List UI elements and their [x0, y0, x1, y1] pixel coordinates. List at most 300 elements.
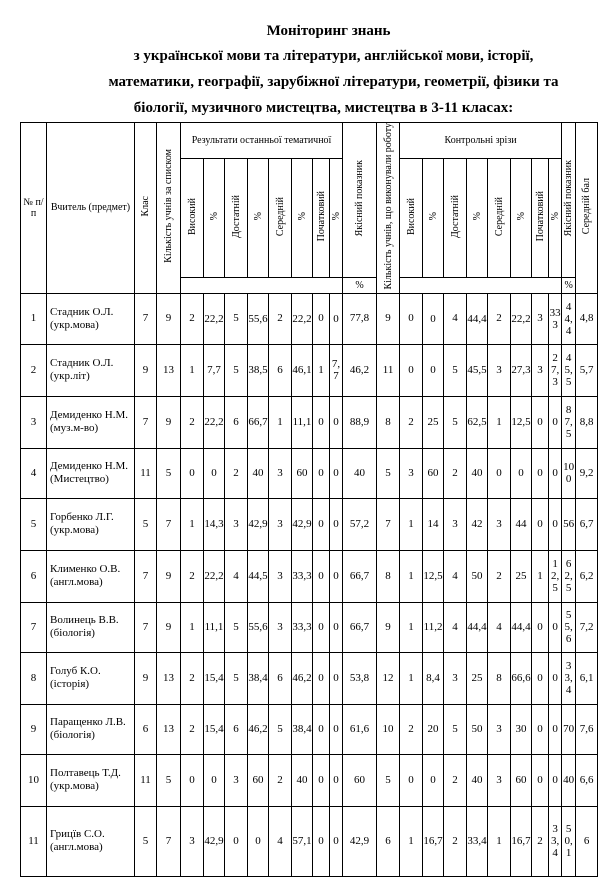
- header-c-initial: [532, 159, 549, 278]
- high-pct: 15,4: [204, 704, 225, 754]
- class: 9: [135, 344, 157, 396]
- avg-score: 6,1: [576, 652, 598, 704]
- average: 6: [269, 344, 292, 396]
- header-c-initial-label: Початковий: [534, 191, 546, 242]
- sufficient: 5: [225, 602, 248, 652]
- sufficient: 0: [225, 806, 248, 876]
- c-average-pct: 16,7: [511, 806, 532, 876]
- c-initial-pct: 0: [549, 448, 562, 498]
- c-initial-pct: 0: [549, 602, 562, 652]
- table-row: [21, 602, 598, 652]
- c-average: 3: [488, 344, 511, 396]
- initial: 0: [313, 754, 330, 806]
- row-num: 2: [21, 344, 47, 396]
- initial: 0: [313, 293, 330, 344]
- sufficient: 4: [225, 550, 248, 602]
- sufficient-pct: 55,6: [248, 293, 269, 344]
- initial: 1: [313, 344, 330, 396]
- avg-score: 6: [576, 806, 598, 876]
- high-pct: 15,4: [204, 652, 225, 704]
- header-high-pct: [204, 159, 225, 278]
- count: 9: [157, 602, 181, 652]
- done: 5: [377, 754, 400, 806]
- c-initial-pct: 333: [549, 293, 562, 344]
- row-num: 11: [21, 806, 47, 876]
- header-initial-pct-label: %: [330, 212, 342, 221]
- table-row: [21, 396, 598, 448]
- done: 6: [377, 806, 400, 876]
- header-count-label: Кількість учнів за списком: [163, 149, 174, 264]
- sufficient-pct: 42,9: [248, 498, 269, 550]
- c-average: 2: [488, 550, 511, 602]
- high: 1: [181, 344, 204, 396]
- initial-pct: 0: [330, 448, 343, 498]
- row-num: 5: [21, 498, 47, 550]
- sufficient-pct: 44,5: [248, 550, 269, 602]
- c-high-pct: 0: [423, 754, 444, 806]
- done: 5: [377, 448, 400, 498]
- quality: 60: [343, 754, 377, 806]
- c-initial: 0: [532, 498, 549, 550]
- initial-pct: 0: [330, 293, 343, 344]
- average: 3: [269, 448, 292, 498]
- avg-score: 6,7: [576, 498, 598, 550]
- c-average-pct: 25: [511, 550, 532, 602]
- c-quality: 50,1: [562, 806, 576, 876]
- c-quality: 87,5: [562, 396, 576, 448]
- row-num: 4: [21, 448, 47, 498]
- sufficient: 3: [225, 754, 248, 806]
- initial-pct: 0: [330, 652, 343, 704]
- average: 3: [269, 550, 292, 602]
- table-row: [21, 448, 598, 498]
- done: 10: [377, 704, 400, 754]
- high-pct: 42,9: [204, 806, 225, 876]
- done: 8: [377, 550, 400, 602]
- header-high-pct-label: %: [208, 212, 220, 221]
- c-sufficient-pct: 44,4: [467, 602, 488, 652]
- header-control-spacer: [400, 278, 562, 294]
- doc-subtitle-line-2: математики, географії, зарубіжної літератури, геометрії, фізики та: [108, 74, 559, 90]
- high: 2: [181, 396, 204, 448]
- header-sufficient: [225, 159, 248, 278]
- row-num: 8: [21, 652, 47, 704]
- c-average: 2: [488, 293, 511, 344]
- initial: 0: [313, 602, 330, 652]
- c-sufficient-pct: 40: [467, 448, 488, 498]
- c-high-pct: 12,5: [423, 550, 444, 602]
- teacher: Демиденко Н.М. (Мистецтво): [47, 448, 135, 498]
- c-high-pct: 60: [423, 448, 444, 498]
- c-average-pct: 27,3: [511, 344, 532, 396]
- count: 5: [157, 754, 181, 806]
- c-sufficient: 2: [444, 754, 467, 806]
- done: 9: [377, 293, 400, 344]
- initial-pct: 0: [330, 754, 343, 806]
- c-average: 3: [488, 498, 511, 550]
- header-sufficient-pct: [248, 159, 269, 278]
- high-pct: 22,2: [204, 293, 225, 344]
- c-high-pct: 14: [423, 498, 444, 550]
- high: 1: [181, 498, 204, 550]
- header-done-label: Кількість учнів, що виконували роботу: [382, 123, 394, 290]
- table-row: [21, 704, 598, 754]
- quality: 46,2: [343, 344, 377, 396]
- teacher: Полтавець Т.Д. (укр.мова): [47, 754, 135, 806]
- c-high: 2: [400, 704, 423, 754]
- initial-pct: 0: [330, 806, 343, 876]
- initial-pct: 0: [330, 498, 343, 550]
- high-pct: 22,2: [204, 396, 225, 448]
- c-high: 1: [400, 550, 423, 602]
- initial: 0: [313, 550, 330, 602]
- c-sufficient: 3: [444, 498, 467, 550]
- high-pct: 0: [204, 754, 225, 806]
- sufficient: 6: [225, 396, 248, 448]
- done: 11: [377, 344, 400, 396]
- header-teacher: Вчитель (предмет): [47, 123, 135, 294]
- quality: 66,7: [343, 550, 377, 602]
- done: 12: [377, 652, 400, 704]
- class: 7: [135, 396, 157, 448]
- sufficient: 5: [225, 344, 248, 396]
- quality: 53,8: [343, 652, 377, 704]
- c-high-pct: 16,7: [423, 806, 444, 876]
- c-sufficient-pct: 33,4: [467, 806, 488, 876]
- class: 5: [135, 498, 157, 550]
- doc-title: Моніторинг знань: [266, 23, 391, 39]
- average-pct: 22,2: [292, 293, 313, 344]
- c-high: 3: [400, 448, 423, 498]
- class: 6: [135, 704, 157, 754]
- monitoring-table: [20, 122, 598, 877]
- initial-pct: 0: [330, 602, 343, 652]
- high-pct: 14,3: [204, 498, 225, 550]
- high-pct: 22,2: [204, 550, 225, 602]
- header-high-label: Високий: [186, 198, 198, 236]
- c-high-pct: 0: [423, 344, 444, 396]
- quality: 61,6: [343, 704, 377, 754]
- average: 4: [269, 806, 292, 876]
- header-high: [181, 159, 204, 278]
- c-sufficient-pct: 44,4: [467, 293, 488, 344]
- c-average-pct: 12,5: [511, 396, 532, 448]
- c-quality: 33,4: [562, 652, 576, 704]
- sufficient-pct: 0: [248, 806, 269, 876]
- c-initial: 0: [532, 602, 549, 652]
- c-average: 0: [488, 448, 511, 498]
- high: 2: [181, 652, 204, 704]
- c-average: 4: [488, 602, 511, 652]
- table-body: [21, 293, 598, 876]
- count: 13: [157, 652, 181, 704]
- c-initial-pct: 0: [549, 652, 562, 704]
- c-average: 3: [488, 704, 511, 754]
- c-sufficient: 2: [444, 448, 467, 498]
- initial: 0: [313, 652, 330, 704]
- c-high-pct: 25: [423, 396, 444, 448]
- c-initial-pct: 27,3: [549, 344, 562, 396]
- c-quality: 70: [562, 704, 576, 754]
- teacher: Стадник О.Л. (укр.літ): [47, 344, 135, 396]
- c-high: 1: [400, 652, 423, 704]
- header-results-group: Результати останньої тематичної: [181, 123, 343, 159]
- high-pct: 11,1: [204, 602, 225, 652]
- c-quality: 56: [562, 498, 576, 550]
- row-num: 3: [21, 396, 47, 448]
- high: 2: [181, 550, 204, 602]
- class: 11: [135, 448, 157, 498]
- c-sufficient: 4: [444, 602, 467, 652]
- average: 6: [269, 652, 292, 704]
- header-sufficient-label: Достатній: [230, 195, 242, 239]
- done: 7: [377, 498, 400, 550]
- c-initial: 0: [532, 396, 549, 448]
- c-high: 1: [400, 498, 423, 550]
- c-high: 0: [400, 754, 423, 806]
- teacher: Волинець В.В. (біологія): [47, 602, 135, 652]
- teacher: Клименко О.В. (англ.мова): [47, 550, 135, 602]
- quality: 77,8: [343, 293, 377, 344]
- row-num: 9: [21, 704, 47, 754]
- doc-subtitle-line-1: з української мови та літератури, англійської мови, історії,: [133, 48, 534, 64]
- c-average-pct: 66,6: [511, 652, 532, 704]
- c-sufficient: 5: [444, 704, 467, 754]
- table-row: [21, 806, 598, 876]
- header-done: [377, 123, 400, 294]
- header-c-high-label: Високий: [405, 198, 417, 236]
- header-quality-label: Якісний показник: [354, 160, 366, 237]
- header-c-average: [488, 159, 511, 278]
- count: 7: [157, 498, 181, 550]
- c-average: 1: [488, 806, 511, 876]
- c-initial-pct: 33,4: [549, 806, 562, 876]
- header-avg-score-label: Середній бал: [581, 178, 593, 235]
- header-initial: [313, 159, 330, 278]
- average-pct: 38,4: [292, 704, 313, 754]
- c-high: 2: [400, 396, 423, 448]
- high-pct: 7,7: [204, 344, 225, 396]
- sufficient: 3: [225, 498, 248, 550]
- c-initial: 3: [532, 344, 549, 396]
- c-sufficient-pct: 40: [467, 754, 488, 806]
- c-initial: 0: [532, 704, 549, 754]
- c-sufficient-pct: 45,5: [467, 344, 488, 396]
- header-class-label: Клас: [140, 195, 151, 217]
- header-initial-label: Початковий: [315, 191, 327, 242]
- high: 2: [181, 293, 204, 344]
- c-average: 8: [488, 652, 511, 704]
- teacher: Паращенко Л.В. (біологія): [47, 704, 135, 754]
- header-c-sufficient-label: Достатній: [449, 195, 461, 239]
- header-average-pct: [292, 159, 313, 278]
- c-initial-pct: 0: [549, 704, 562, 754]
- avg-score: 7,2: [576, 602, 598, 652]
- average: 5: [269, 704, 292, 754]
- avg-score: 6,6: [576, 754, 598, 806]
- average: 3: [269, 602, 292, 652]
- count: 13: [157, 344, 181, 396]
- class: 7: [135, 293, 157, 344]
- average-pct: 60: [292, 448, 313, 498]
- c-average-pct: 44,4: [511, 602, 532, 652]
- initial: 0: [313, 498, 330, 550]
- average-pct: 46,1: [292, 344, 313, 396]
- initial-pct: 0: [330, 396, 343, 448]
- header-c-average-pct-label: %: [515, 212, 527, 221]
- header-control-quality: [562, 123, 576, 278]
- table-row: [21, 652, 598, 704]
- c-quality: 44,4: [562, 293, 576, 344]
- doc-subtitle-line-3: біології, музичного мистецтва, мистецтва в 3-11 класах:: [133, 100, 514, 116]
- c-average: 1: [488, 396, 511, 448]
- c-initial: 2: [532, 806, 549, 876]
- count: 9: [157, 550, 181, 602]
- high: 0: [181, 754, 204, 806]
- average-pct: 33,3: [292, 602, 313, 652]
- header-c-high: [400, 159, 423, 278]
- average-pct: 40: [292, 754, 313, 806]
- header-average: [269, 159, 292, 278]
- initial: 0: [313, 806, 330, 876]
- header-average-label: Середній: [274, 197, 286, 237]
- quality: 42,9: [343, 806, 377, 876]
- table-row: [21, 344, 598, 396]
- class: 5: [135, 806, 157, 876]
- c-sufficient: 4: [444, 293, 467, 344]
- header-c-sufficient-pct-label: %: [471, 212, 483, 221]
- header-c-average-label: Середній: [493, 197, 505, 237]
- table-row: [21, 550, 598, 602]
- initial-pct: 0: [330, 704, 343, 754]
- c-average-pct: 44: [511, 498, 532, 550]
- header-class: [135, 123, 157, 294]
- avg-score: 4,8: [576, 293, 598, 344]
- sufficient: 2: [225, 448, 248, 498]
- table-row: [21, 293, 598, 344]
- c-quality: 45,5: [562, 344, 576, 396]
- c-initial: 0: [532, 754, 549, 806]
- header-num: № п/ п: [21, 123, 47, 294]
- teacher: Горбенко Л.Г. (укр.мова): [47, 498, 135, 550]
- c-high-pct: 0: [423, 293, 444, 344]
- row-num: 6: [21, 550, 47, 602]
- c-high-pct: 8,4: [423, 652, 444, 704]
- teacher: Голуб К.О. (історія): [47, 652, 135, 704]
- header-sufficient-pct-label: %: [252, 212, 264, 221]
- header-c-initial-pct: [549, 159, 562, 278]
- table-row: [21, 498, 598, 550]
- initial: 0: [313, 448, 330, 498]
- c-average-pct: 30: [511, 704, 532, 754]
- high: 1: [181, 602, 204, 652]
- count: 9: [157, 293, 181, 344]
- average: 2: [269, 754, 292, 806]
- c-sufficient-pct: 50: [467, 704, 488, 754]
- teacher: Грицїв С.О. (англ.мова): [47, 806, 135, 876]
- c-quality: 100: [562, 448, 576, 498]
- avg-score: 7,6: [576, 704, 598, 754]
- count: 7: [157, 806, 181, 876]
- c-initial: 0: [532, 652, 549, 704]
- header-control-quality-pct: %: [562, 278, 576, 294]
- average-pct: 46,2: [292, 652, 313, 704]
- high: 0: [181, 448, 204, 498]
- header-control-group: Контрольні зрізи: [400, 123, 562, 159]
- header-c-high-pct: [423, 159, 444, 278]
- c-sufficient-pct: 62,5: [467, 396, 488, 448]
- c-average-pct: 60: [511, 754, 532, 806]
- average: 1: [269, 396, 292, 448]
- count: 13: [157, 704, 181, 754]
- avg-score: 9,2: [576, 448, 598, 498]
- class: 7: [135, 602, 157, 652]
- count: 9: [157, 396, 181, 448]
- header-c-initial-pct-label: %: [549, 212, 561, 221]
- row-num: 10: [21, 754, 47, 806]
- quality: 40: [343, 448, 377, 498]
- c-quality: 40: [562, 754, 576, 806]
- c-sufficient: 4: [444, 550, 467, 602]
- sufficient-pct: 66,7: [248, 396, 269, 448]
- c-sufficient-pct: 42: [467, 498, 488, 550]
- header-avg-score: [576, 123, 598, 294]
- header-control-quality-label: Якісний показник: [563, 160, 575, 237]
- average-pct: 11,1: [292, 396, 313, 448]
- c-average: 3: [488, 754, 511, 806]
- c-high-pct: 20: [423, 704, 444, 754]
- sufficient-pct: 60: [248, 754, 269, 806]
- teacher: Стадник О.Л. (укр.мова): [47, 293, 135, 344]
- table-row: [21, 754, 598, 806]
- sufficient: 5: [225, 652, 248, 704]
- c-sufficient-pct: 25: [467, 652, 488, 704]
- c-quality: 62,5: [562, 550, 576, 602]
- c-sufficient-pct: 50: [467, 550, 488, 602]
- header-c-high-pct-label: %: [427, 212, 439, 221]
- header-c-sufficient-pct: [467, 159, 488, 278]
- c-average-pct: 0: [511, 448, 532, 498]
- high-pct: 0: [204, 448, 225, 498]
- sufficient-pct: 40: [248, 448, 269, 498]
- quality: 88,9: [343, 396, 377, 448]
- sufficient-pct: 38,5: [248, 344, 269, 396]
- count: 5: [157, 448, 181, 498]
- average: 3: [269, 498, 292, 550]
- quality: 57,2: [343, 498, 377, 550]
- class: 9: [135, 652, 157, 704]
- c-quality: 55,6: [562, 602, 576, 652]
- c-initial: 1: [532, 550, 549, 602]
- c-sufficient: 2: [444, 806, 467, 876]
- quality: 66,7: [343, 602, 377, 652]
- initial-pct: 7,7: [330, 344, 343, 396]
- sufficient: 5: [225, 293, 248, 344]
- initial: 0: [313, 396, 330, 448]
- avg-score: 6,2: [576, 550, 598, 602]
- c-initial-pct: 0: [549, 754, 562, 806]
- sufficient: 6: [225, 704, 248, 754]
- header-count: [157, 123, 181, 294]
- avg-score: 5,7: [576, 344, 598, 396]
- c-average-pct: 22,2: [511, 293, 532, 344]
- sufficient-pct: 46,2: [248, 704, 269, 754]
- sufficient-pct: 38,4: [248, 652, 269, 704]
- c-high: 0: [400, 293, 423, 344]
- class: 7: [135, 550, 157, 602]
- high: 2: [181, 704, 204, 754]
- average-pct: 33,3: [292, 550, 313, 602]
